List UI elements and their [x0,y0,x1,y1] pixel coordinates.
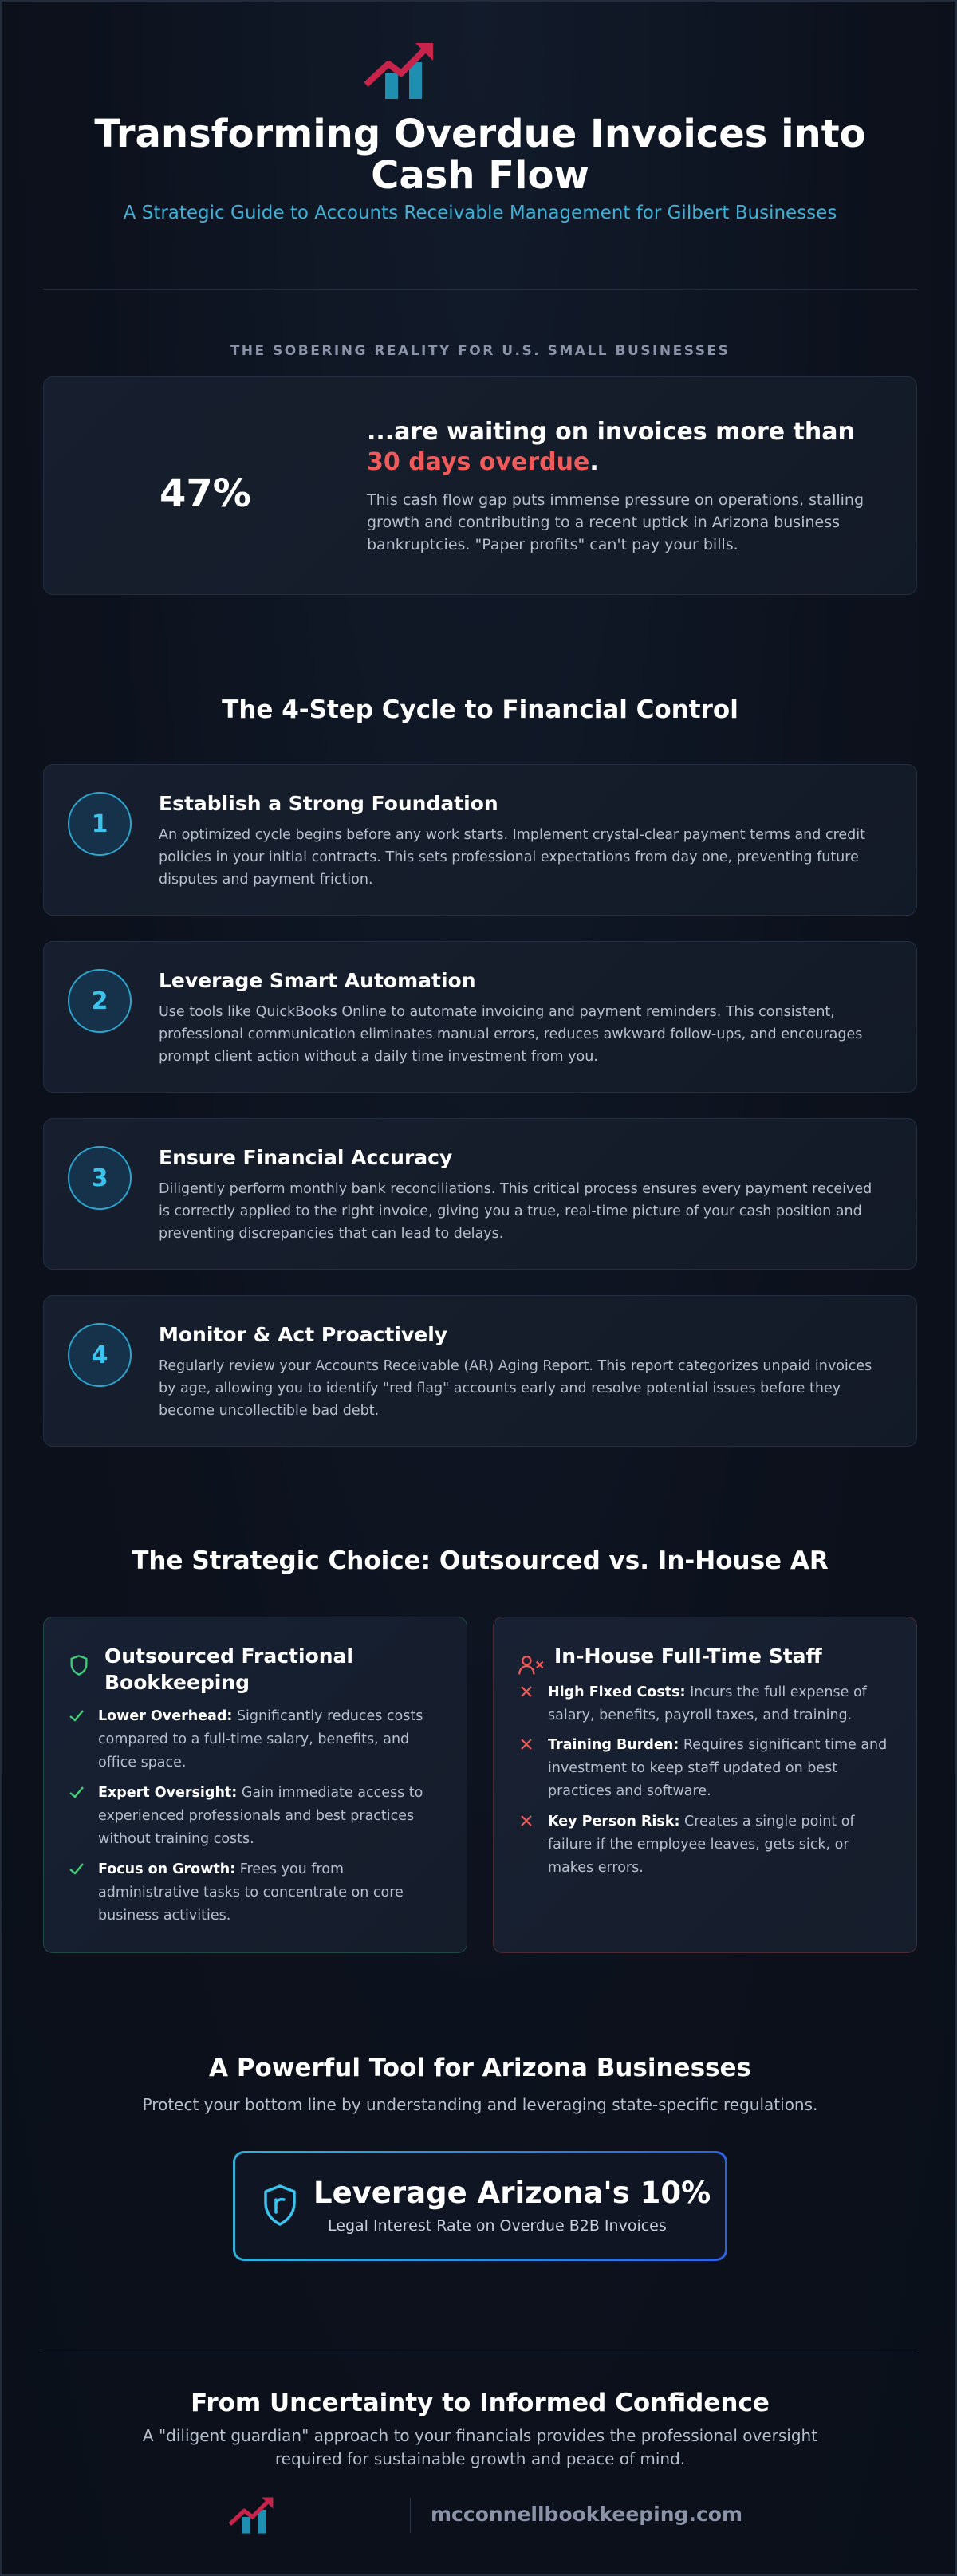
page-subtitle: A Strategic Guide to Accounts Receivable Management for Gilbert Businesses [123,203,837,223]
step-number: 2 [68,969,132,1033]
stat-headline-pre: ...are waiting on invoices more than [367,418,855,446]
cycle-heading: The 4-Step Cycle to Financial Control [222,695,738,724]
step-description: Regularly review your Accounts Receivable (AR) Aging Report. This report categorizes unpaid invoices by age, allowing you to identify "red flag" accounts early and resolve potential issues before they become uncollectible bad debt. [159,1358,872,1419]
footer-description: A "diligent guardian" approach to your financials provides the professional oversight required for sustainable growth and peace of mind. [142,2426,818,2468]
choice-heading: The Strategic Choice: Outsourced vs. In-House AR [132,1546,829,1575]
x-icon [518,1812,535,1830]
shield-r-icon [262,2184,297,2227]
item-text: Gain immediate access to experienced professionals and best practices without training costs. [98,1785,423,1847]
step-description: Diligently perform monthly bank reconciliations. This critical process ensures every payment received is correctly applied to the right invoice, giving you a true, real-time picture of your cash position and preventing discrepancies that can lead to delays. [159,1181,872,1242]
item-text: Incurs the full expense of salary, benefits, payroll taxes, and training. [548,1684,867,1723]
arizona-callout-caption: Legal Interest Rate on Overdue B2B Invoices [328,2217,667,2235]
step-card-4 [43,1295,917,1447]
page-title: Transforming Overdue Invoices into Cash Flow [94,112,866,198]
arizona-heading: A Powerful Tool for Arizona Businesses [209,2054,751,2082]
step-card-3 [43,1118,917,1270]
outsourced-card [43,1617,467,1953]
user-x-icon [518,1654,545,1676]
item-text: Significantly reduces costs compared to a full-time salary, benefits, and office space. [98,1708,423,1771]
step-number: 1 [68,792,132,856]
step-number: 3 [68,1146,132,1210]
reality-eyebrow: THE SOBERING REALITY FOR U.S. SMALL BUSINESSES [230,343,731,359]
item-text: Creates a single point of failure if the employee leaves, gets sick, or makes errors. [548,1814,855,1876]
step-description: Use tools like QuickBooks Online to automate invoicing and payment reminders. This consistent, professional communication eliminates manual errors, reduces awkward follow-ups, and encourages prompt client action without a daily time investment from you. [159,1004,863,1065]
item-label: Expert Oversight: [98,1785,238,1801]
item-text: Frees you from administrative tasks to concentrate on core business activities. [98,1861,404,1924]
website-link[interactable]: mcconnellbookkeeping.com [431,2503,742,2526]
stat-description: This cash flow gap puts immense pressure on operations, stalling growth and contributing to a recent uptick in Arizona business bankruptcies. "Paper profits" can't pay your bills. [367,491,864,553]
shield-icon [68,1654,90,1676]
check-icon [68,1707,85,1724]
step-card-2 [43,941,917,1093]
inhouse-title: In-House Full-Time Staff [554,1644,822,1668]
step-title: Leverage Smart Automation [159,969,476,992]
inhouse-card [493,1617,917,1953]
step-title: Establish a Strong Foundation [159,792,498,815]
footer-heading: From Uncertainty to Informed Confidence [191,2389,770,2417]
stat-headline-post: . [589,448,599,476]
x-icon [518,1735,535,1753]
divider [43,289,917,290]
item-label: Lower Overhead: [98,1708,233,1724]
item-label: Focus on Growth: [98,1861,236,1877]
check-icon [68,1783,85,1801]
bar-chart-arrow-logo-icon [364,41,436,100]
step-title: Monitor & Act Proactively [159,1323,448,1346]
item-label: High Fixed Costs: [548,1684,686,1700]
outsourced-title: Outsourced Fractional Bookkeeping [104,1644,353,1694]
stat-card [43,376,917,595]
step-description: An optimized cycle begins before any work starts. Implement crystal-clear payment terms and credit policies in your initial contracts. This sets professional expectations from day one, preventing future disputes and payment friction. [159,827,865,888]
stat-value: 47% [160,471,251,516]
arizona-subheading: Protect your bottom line by understanding and leveraging state-specific regulations. [142,2095,818,2114]
step-number: 4 [68,1323,132,1387]
item-text: Requires significant time and investment to keep staff updated on best practices and software. [548,1737,888,1799]
stat-headline [367,417,893,478]
arizona-callout [233,2151,727,2261]
item-label: Training Burden: [548,1737,679,1753]
arizona-callout-title: Leverage Arizona's 10% [313,2176,711,2210]
item-label: Key Person Risk: [548,1814,680,1830]
bar-chart-arrow-logo-icon [229,2496,275,2535]
check-icon [68,1860,85,1877]
x-icon [518,1683,535,1700]
footer-divider [410,2498,411,2533]
stat-headline-highlight: 30 days overdue [367,448,590,476]
step-card-1 [43,764,917,916]
step-title: Ensure Financial Accuracy [159,1146,453,1169]
